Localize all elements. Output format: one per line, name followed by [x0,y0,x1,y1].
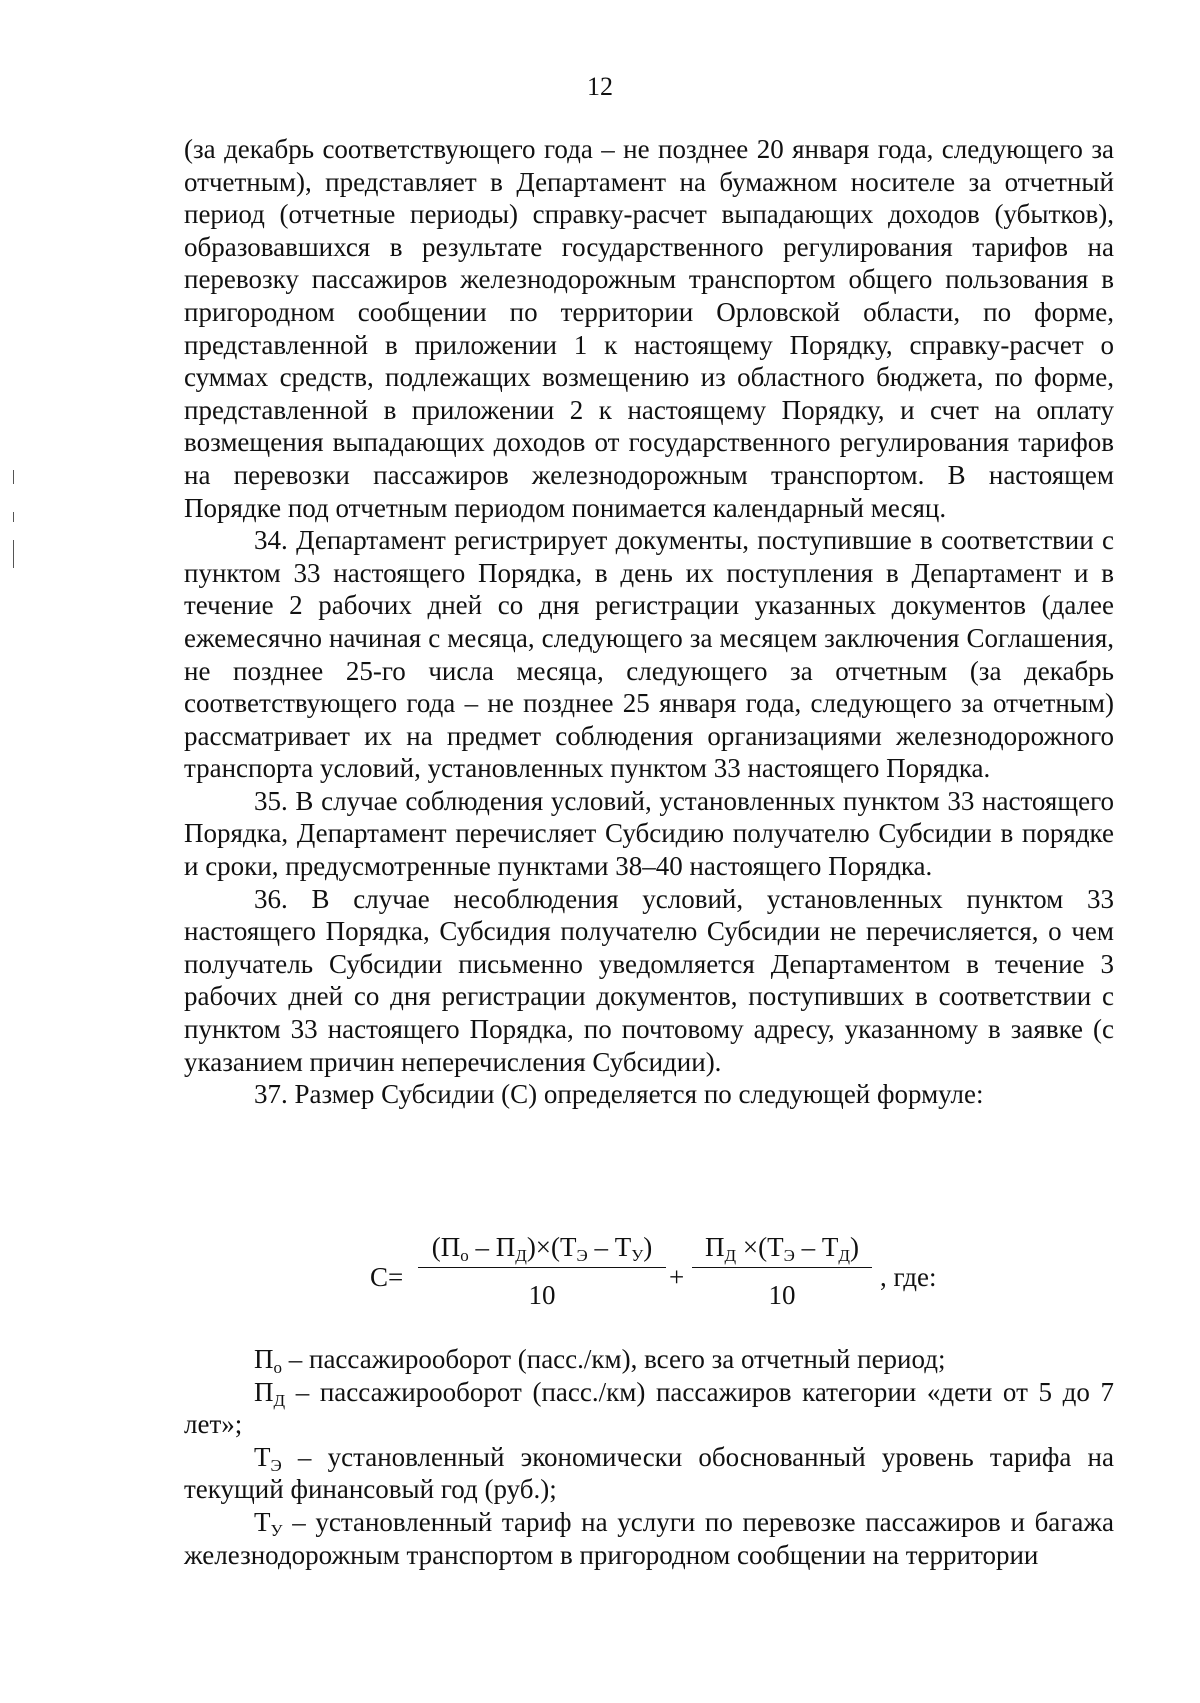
formula-where: , где: [880,1262,937,1292]
scan-margin-mark [13,512,14,522]
fraction-2-denominator: 10 [768,1280,796,1310]
formula-lhs: C= [370,1262,404,1292]
paragraph-37: 37. Размер Субсидии (С) определяется по следующей формуле: [254,1079,984,1110]
paragraph-33-continuation: (за декабрь соответствующего года – не позднее 20 января года, следующего за отчетным), представляет в Департамент на бумажном носителе за отчетный период (отчетные периоды) справку-расчет выпадающих доходов (убытков), образовавшихся в результате государственного регулирования тарифов на перевозку пассажиров железнодорожным транспортом общего пользования в пригородном сообщении по территории Орловской области, по форме, представленной в приложении 1 к настоящему Порядку, справку-расчет о суммах средств, подлежащих возмещению из областного бюджета, по форме, представленной в приложении 2 к настоящему Порядку, и счет на оплату возмещения выпадающих доходов от государственного регулирования тарифов на перевозки пассажиров железнодорожным транспортом. В настоящем Порядке под отчетным периодом понимается календарный месяц. [184,134,1114,523]
definition-po: $П_о$ – пассажирооборот (пасс./км), всего за отчетный период; [254,1344,946,1377]
formula-fraction-1 [418,1232,666,1311]
scan-margin-mark [13,540,14,568]
paragraph-34: 34. Департамент регистрирует документы, поступившие в соответствии с пунктом 33 настоящего Порядка, в день их поступления в Департамент и в течение 2 рабочих дней со дня регистрации указанных документов (далее ежемесячно начиная с месяца, следующего за месяцем заключения Соглашения, не позднее 25-го числа месяца, следующего за отчетным (за декабрь соответствующего года – не позднее 25 января года, следующего за отчетным) рассматривает их на предмет соблюдения организациями железнодорожного транспорта условий, установленных пунктом 33 настоящего Порядка. [184,525,1114,784]
subsidy-formula [370,1232,970,1342]
paragraph-36: 36. В случае несоблюдения условий, установленных пунктом 33 настоящего Порядка, Субсидия получателю Субсидии не перечисляется, о чем получатель Субсидии письменно уведомляется Департаментом в течение 3 рабочих дней со дня регистрации документов, поступивших в соответствии с пунктом 33 настоящего Порядка, по почтовому адресу, указанному в заявке (с указанием причин неперечисления Субсидии). [184,883,1114,1077]
formula-definitions [184,1343,1114,1571]
definition-te: $Т_Э$ – установленный экономически обоснованный уровень тарифа на текущий финансовый год (руб.); [184,1441,1114,1505]
definition-tu: $Т_У$ – установленный тариф на услуги по перевозке пассажиров и багажа железнодорожным транспортом в пригородном сообщении на территории [184,1506,1114,1570]
fraction-1-numerator: $(П_о - П_Д)\times(Т_Э - Т_У)$ [431,1232,653,1265]
scan-margin-mark [13,470,14,484]
definition-pd: $П_Д$ – пассажирооборот (пасс./км) пассажиров категории «дети от 5 до 7 лет»; [184,1376,1114,1440]
page-number: 12 [587,72,613,101]
formula-fraction-2 [692,1232,872,1311]
formula-plus: + [669,1262,685,1292]
fraction-1-denominator: 10 [528,1280,556,1310]
paragraph-35: 35. В случае соблюдения условий, установленных пунктом 33 настоящего Порядка, Департамент перечисляет Субсидию получателю Субсидии в порядке и сроки, предусмотренные пунктами 38–40 настоящего Порядка. [184,785,1114,882]
body-text [184,133,1114,1111]
fraction-2-numerator: $П_Д \times(Т_Э - Т_Д)$ [705,1232,859,1265]
